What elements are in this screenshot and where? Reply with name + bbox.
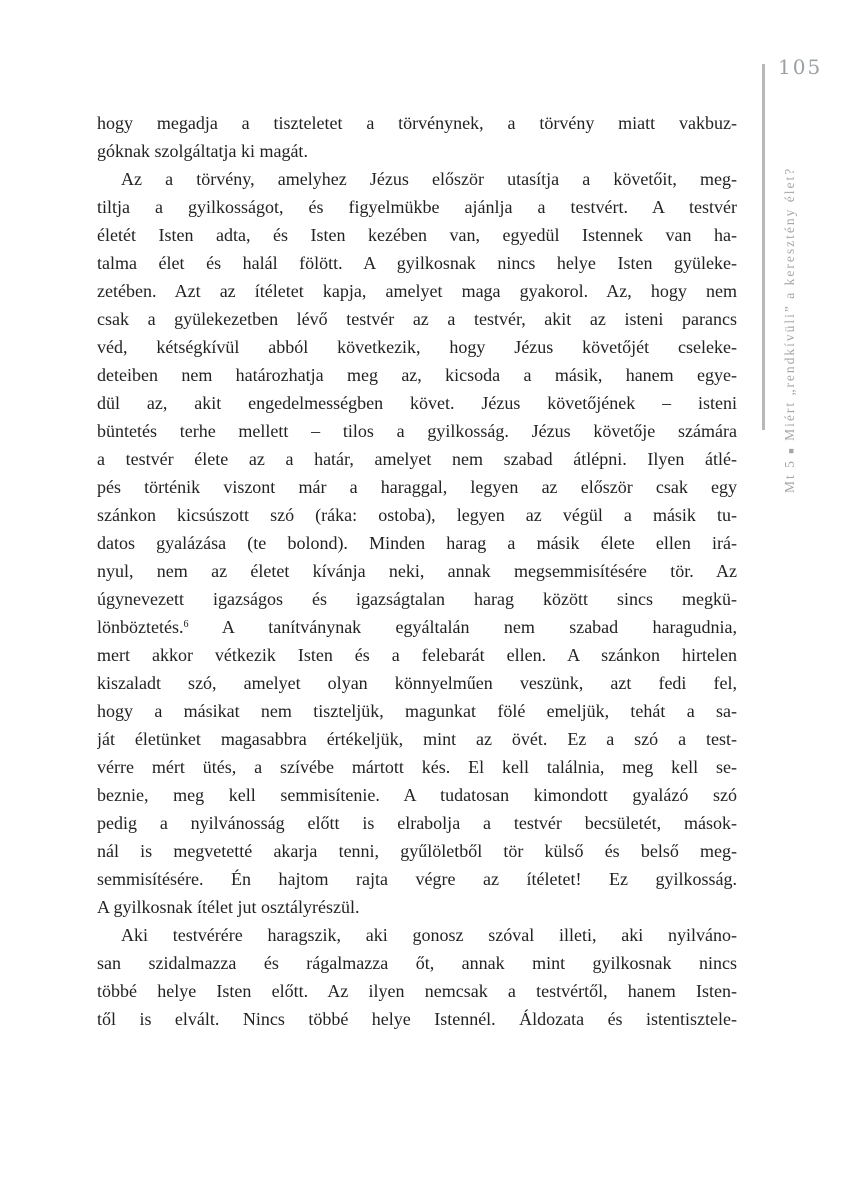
text-line: lönböztetés.$^6$ A tanítványnak egyáltalán nem szabad haragudnia,	[97, 617, 737, 637]
square-bullet-icon: ■	[786, 446, 796, 454]
margin-label	[781, 167, 800, 493]
text-line: nyul, nem az életet kívánja neki, annak megsemmisítésére tör. Az	[97, 561, 737, 581]
text-line: kiszaladt szó, amelyet olyan könnyelműen veszünk, azt fedi fel,	[97, 673, 737, 693]
text-line: datos gyalázása (te bolond). Minden harag a másik élete ellen irá-	[97, 533, 737, 553]
paragraph	[97, 109, 737, 165]
text-line: vérre mért ütés, a szívébe mártott kés. El kell találnia, meg kell se-	[97, 757, 737, 777]
paragraph	[97, 921, 737, 1033]
text-line: talma élet és halál fölött. A gyilkosnak nincs helye Isten gyüleke-	[97, 253, 737, 273]
text-line: san szidalmazza és rágalmazza őt, annak mint gyilkosnak nincs	[97, 953, 737, 973]
text-line: csak a gyülekezetben lévő testvér az a testvér, akit az isteni parancs	[97, 309, 737, 329]
text-line: szánkon kicsúszott szó (ráka: ostoba), legyen az végül a másik tu-	[97, 505, 737, 525]
margin-label-title: Miért „rendkívüli” a keresztény élet?	[782, 166, 797, 447]
text-line: zetében. Azt az ítéletet kapja, amelyet maga gyakorol. Az, hogy nem	[97, 281, 737, 301]
text-line: dül az, akit engedelmességben követ. Jézus követőjének – isteni	[97, 393, 737, 413]
text-line: véd, kétségkívül abból következik, hogy Jézus követőjét cseleke-	[97, 337, 737, 357]
text-line: a testvér élete az a határ, amelyet nem szabad átlépni. Ilyen átlé-	[97, 449, 737, 469]
text-line: úgynevezett igazságos és igazságtalan harag között sincs megkü-	[97, 589, 737, 609]
text-line: től is elvált. Nincs többé helye Istennél. Áldozata és istentisztele-	[97, 1009, 737, 1029]
footnote-ref: 6	[183, 619, 189, 630]
text-line: hogy a másikat nem tiszteljük, magunkat fölé emeljük, tehát a sa-	[97, 701, 737, 721]
text-line: deteiben nem határozhatja meg az, kicsoda a másik, hanem egye-	[97, 365, 737, 385]
text-line: tiltja a gyilkosságot, és figyelmükbe ajánlja a testvért. A testvér	[97, 197, 737, 217]
text-line: góknak szolgáltatja ki magát.	[97, 141, 308, 161]
text-line: pés történik viszont már a haraggal, legyen az először csak egy	[97, 477, 737, 497]
body-text	[97, 109, 737, 1033]
text-line: beznie, meg kell semmisítenie. A tudatosan kimondott gyalázó szó	[97, 785, 737, 805]
text-line: hogy megadja a tiszteletet a törvénynek, a törvény miatt vakbuz-	[97, 113, 737, 133]
text-line: nál is megvetetté akarja tenni, gyűlöletből tör külső és belső meg-	[97, 841, 737, 861]
text-line: Az a törvény, amelyhez Jézus először utasítja a követőit, meg-	[121, 169, 737, 189]
text-line: Aki testvérére haragszik, aki gonosz szóval illeti, aki nyilváno-	[121, 925, 737, 945]
text-line: semmisítésére. Én hajtom rajta végre az ítéletet! Ez gyilkosság.	[97, 869, 737, 889]
text-line: többé helye Isten előtt. Az ilyen nemcsak a testvértől, hanem Isten-	[97, 981, 737, 1001]
text-line: mert akkor vétkezik Isten és a felebarát ellen. A szánkon hirtelen	[97, 645, 737, 665]
margin-rule	[762, 64, 765, 430]
paragraph	[97, 165, 737, 921]
page-number: 105	[778, 55, 823, 79]
margin-label-chapter: Mt 5	[782, 453, 797, 493]
text-line: A gyilkosnak ítélet jut osztályrészül.	[97, 897, 360, 917]
text-line: pedig a nyilvánosság előtt is elrabolja a testvér becsületét, mások-	[97, 813, 737, 833]
text-line: ját életünket magasabbra értékeljük, mint az övét. Ez a szó a test-	[97, 729, 737, 749]
text-line: életét Isten adta, és Isten kezében van, egyedül Istennek van ha-	[97, 225, 737, 245]
text-line: büntetés terhe mellett – tilos a gyilkosság. Jézus követője számára	[97, 421, 737, 441]
